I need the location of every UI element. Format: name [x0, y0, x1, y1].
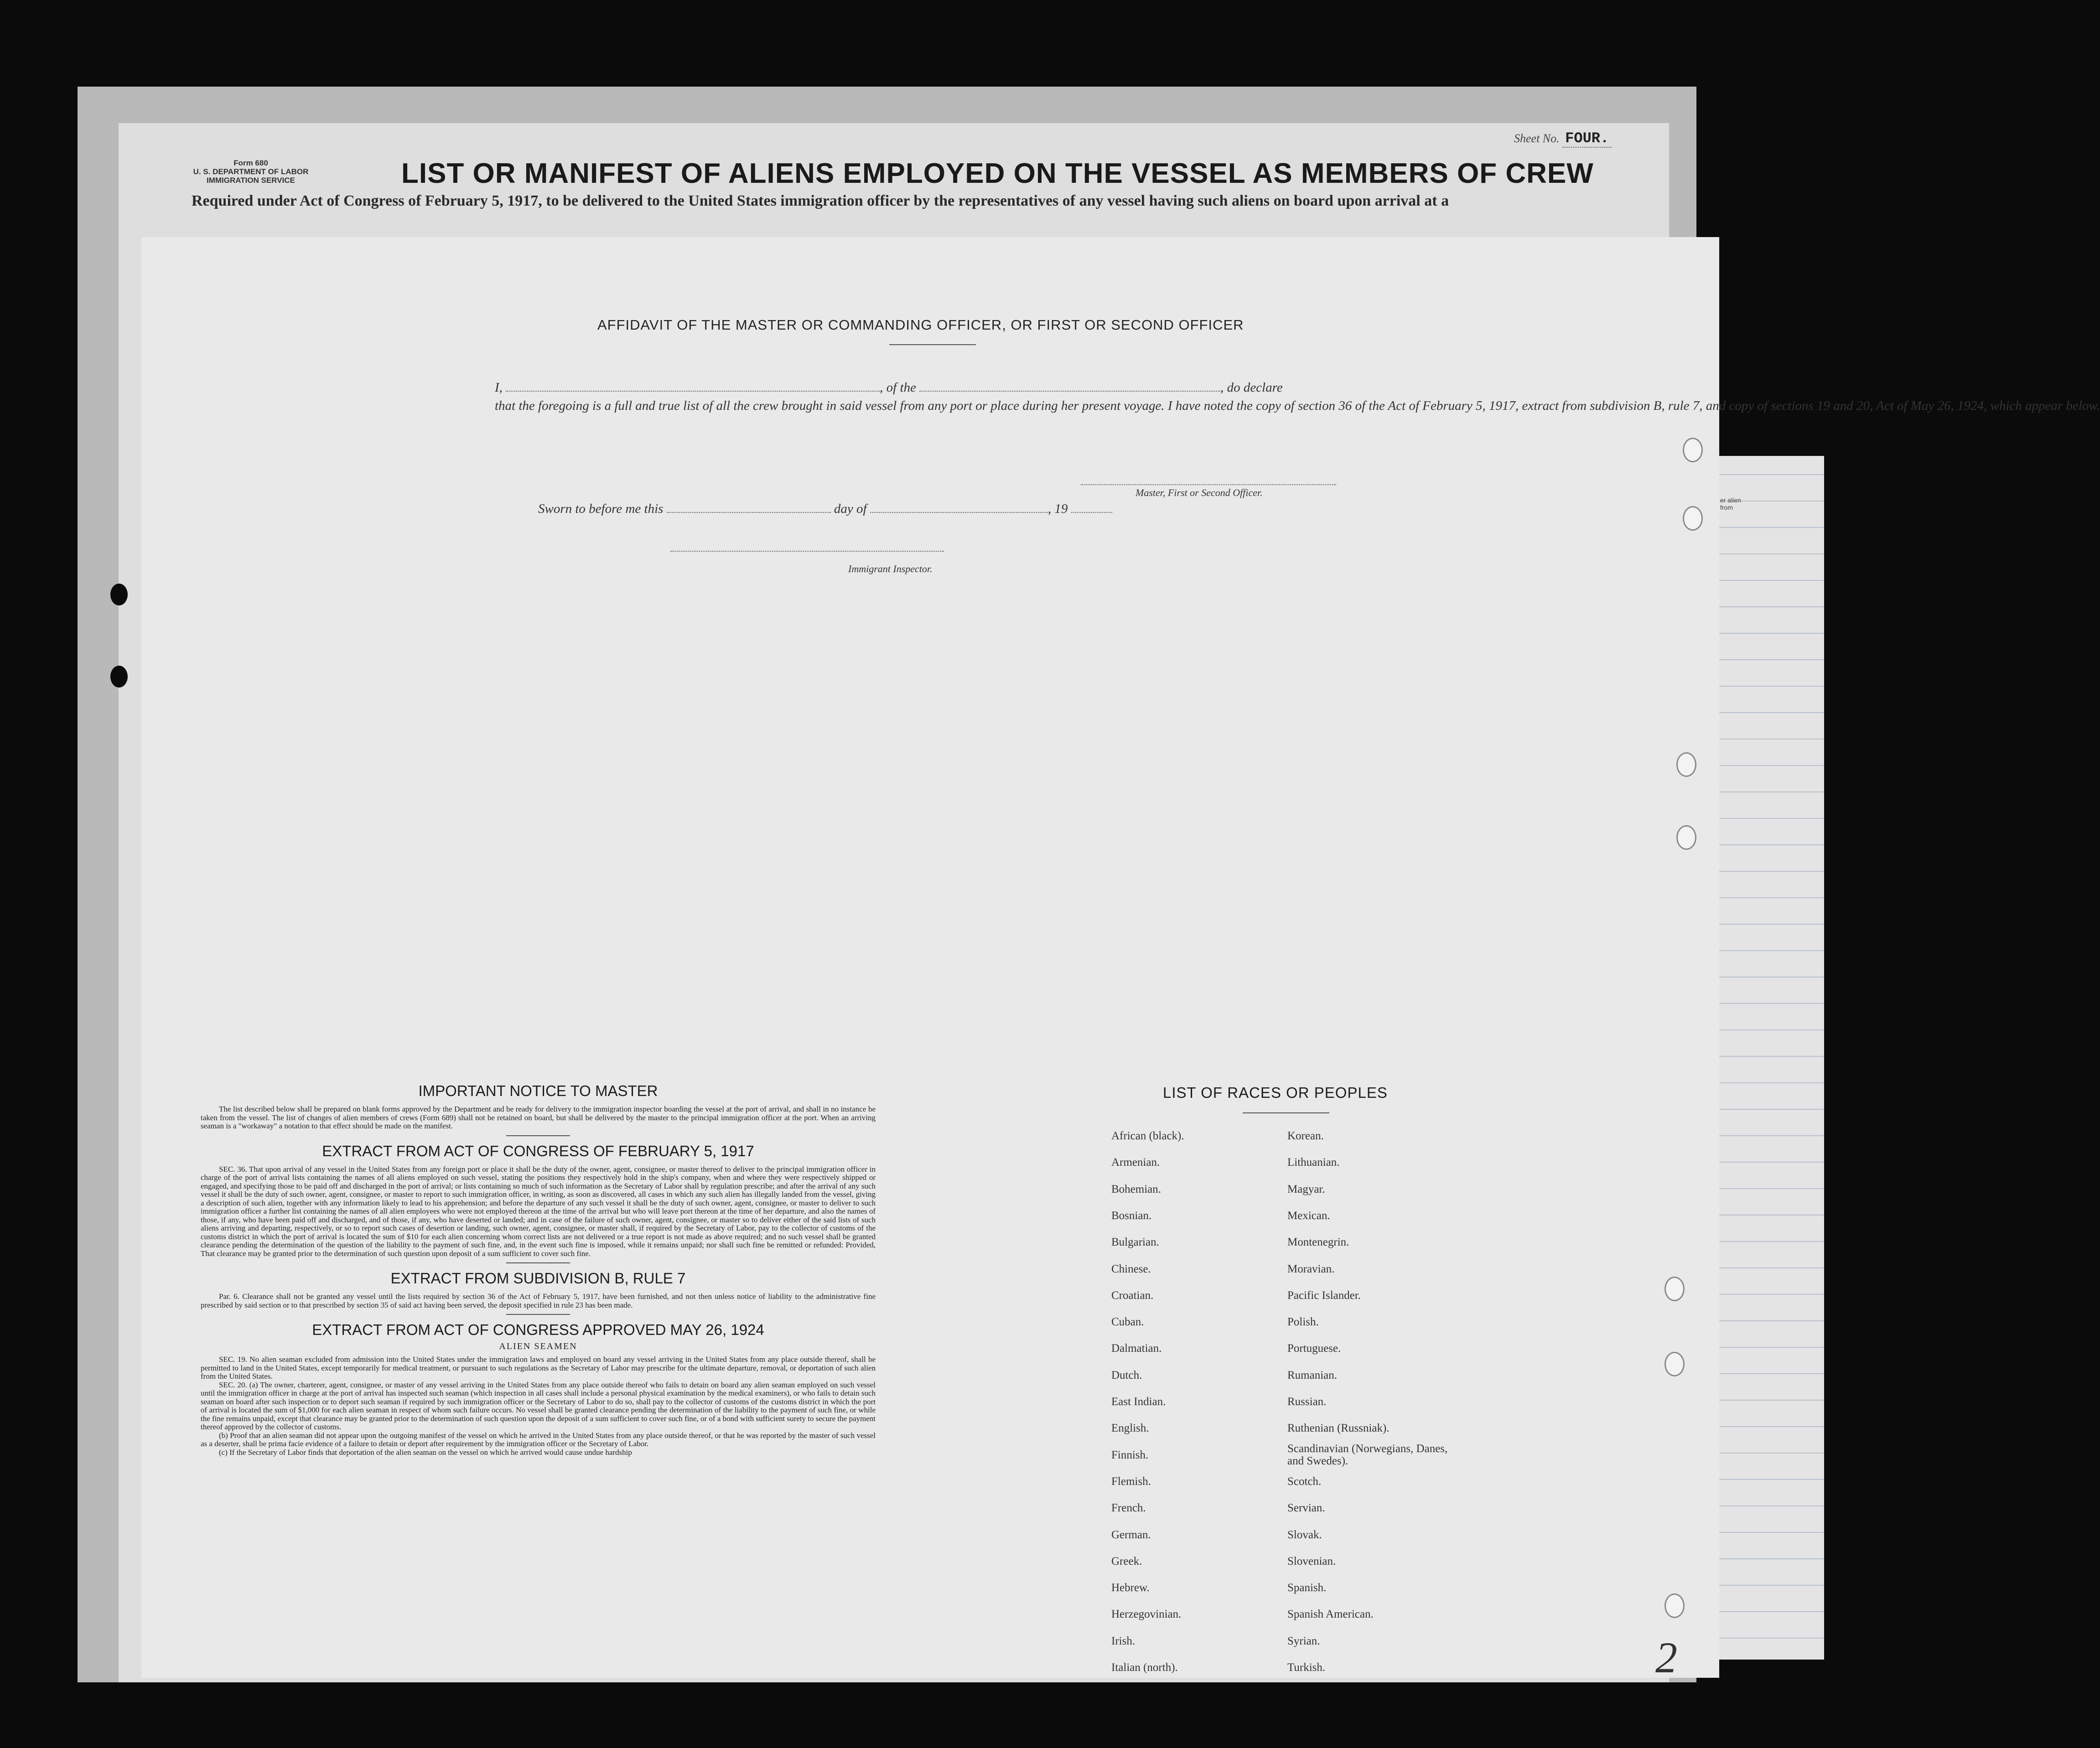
race-item: Montenegrin.: [1287, 1236, 1349, 1248]
race-item: Russian.: [1287, 1396, 1327, 1408]
race-item: Greek.: [1111, 1555, 1142, 1567]
alien-seamen-heading: ALIEN SEAMEN: [499, 1341, 577, 1351]
race-item: Herzegovinian.: [1111, 1608, 1182, 1620]
race-item: Syrian.: [1287, 1635, 1320, 1647]
race-item: Bohemian.: [1111, 1183, 1161, 1195]
vessel-blank[interactable]: [919, 389, 1220, 392]
master-signature-label: Master, First or Second Officer.: [1136, 487, 1263, 498]
race-item: German.: [1111, 1529, 1151, 1541]
sworn-year-blank[interactable]: [1071, 510, 1112, 513]
race-item: Magyar.: [1287, 1183, 1325, 1195]
sworn-year: , 19: [1047, 502, 1068, 516]
punch-hole: [1683, 506, 1703, 531]
sheet-number-label: Sheet No.: [1514, 132, 1560, 145]
race-item: Servian.: [1287, 1502, 1325, 1514]
race-item: Portuguese.: [1287, 1342, 1341, 1355]
race-item: Pacific Islander.: [1287, 1289, 1361, 1302]
section-rule: [506, 1262, 570, 1263]
punch-hole: [110, 584, 128, 605]
punch-hole: [55, 1313, 72, 1335]
extract-rule7-text: Par. 6. Clearance shall not be granted any vessel until the lists required by section 36 of the Act of February 5, 1917, have been furnished, and not then unless notice of liability to the administrative fine prescribed by said section or to that prescribed by section 35 of said act having been served, the deposit specified in rule 23 has been made.: [201, 1292, 876, 1309]
affidavit-body: [495, 378, 2100, 415]
sworn-day-blank[interactable]: [667, 510, 831, 513]
race-item: Irish.: [1111, 1635, 1136, 1647]
punch-hole: [55, 1559, 72, 1581]
form-number: Form 680: [233, 159, 268, 167]
race-item: Slovak.: [1287, 1529, 1322, 1541]
sworn-day-of: day of: [834, 502, 867, 516]
declaration-i: I,: [495, 380, 503, 395]
race-item: Bulgarian.: [1111, 1236, 1159, 1248]
form-identifier: [182, 159, 319, 185]
race-item: Chinese.: [1111, 1263, 1151, 1275]
manifest-title: LIST OR MANIFEST OF ALIENS EMPLOYED ON THE VESSEL AS MEMBERS OF CREW: [401, 158, 1594, 189]
punch-hole: [1676, 752, 1696, 777]
race-item: Slovenian.: [1287, 1555, 1336, 1567]
sheet-number-value: FOUR.: [1562, 130, 1612, 148]
race-item: Dalmatian.: [1111, 1342, 1162, 1355]
race-item: Moravian.: [1287, 1263, 1335, 1275]
master-signature-line[interactable]: [1081, 484, 1336, 485]
affidavit-title: AFFIDAVIT OF THE MASTER OR COMMANDING OFFICER, OR FIRST OR SECOND OFFICER: [597, 317, 1244, 333]
declaration-do-declare: , do declare: [1220, 380, 1283, 395]
race-item: Mexican.: [1287, 1210, 1330, 1222]
extract-1924-paragraph: (c) If the Secretary of Labor finds that deportation of the alien seaman on the vessel on which he arrived would cause undue hardship: [219, 1448, 632, 1457]
race-item: Armenian.: [1111, 1156, 1160, 1169]
race-item: Ruthenian (Russniak).: [1287, 1422, 1390, 1434]
race-item: English.: [1111, 1422, 1149, 1434]
race-item: Polish.: [1287, 1316, 1319, 1328]
punch-hole: [110, 666, 128, 688]
extract-1924-paragraph: SEC. 19. No alien seaman excluded from admission into the United States under the immigration laws and employed on board any vessel arriving in the United States from any place outside thereof, shall be permitted to land in the United States, except temporarily for medical treatment, or pursuant to such regulations as the Secretary of Labor may prescribe for the ultimate departure, removal, or deportation of such alien from the United States.: [201, 1355, 876, 1381]
extract-1924-paragraph: (b) Proof that an alien seaman did not appear upon the outgoing manifest of the vessel on which he arrived in the United States from any place outside thereof, or that he was reported by the master of such vessel as a deserter, shall be prima facie evidence of a failure to detain or deport after requirement by the immigration officer or the Secretary of Labor.: [201, 1431, 876, 1448]
race-item: Rumanian.: [1287, 1369, 1338, 1381]
race-item: Cuban.: [1111, 1316, 1144, 1328]
extract-1917-title: EXTRACT FROM ACT OF CONGRESS OF FEBRUARY 5, 1917: [322, 1142, 754, 1159]
extract-1917-text: SEC. 36. That upon arrival of any vessel in the United States from any foreign port or place it shall be the duty of the owner, agent, consignee, or master thereof to deliver to the principal immigration officer in charge of the port of arrival lists containing the names of all aliens employed on such vessel, stating the positions they respectively hold in the ship's company, when and where they were respectively shipped or engaged, and specifying those to be paid off and discharged in the port of arrival; or lists containing so much of such information as the Secretary of Labor shall by regulation prescribe; and after the arrival of any such vessel it shall be the duty of such owner, agent, consignee, or master to report to such immigration officer, in writing, as soon as discovered, all cases in which any such alien has illegally landed from the vessel, giving a description of such alien, together with any information likely to lead to his apprehension; and before the departure of any such vessel it shall be the duty of such owner, agent, consignee, or master to deliver to such immigration officer a further list containing the names of all alien employees who were not employed thereon at the time of the arrival but who will leave port thereon at the time of her departure, and also the names of those, if any, who have been paid off and discharged, and of those, if any, who have deserted or landed; and in case of the failure of such owner, agent, consignee, or master so to deliver either of the said lists of such aliens arriving and departing, respectively, or so to report such cases of desertion or landing, such owner, agent, consignee, or master shall, if required by the Secretary of Labor, pay to the collector of customs of the customs district in which the port of arrival is located the sum of $10 for each alien concerning whom correct lists are not delivered or a true report is not made as above required; and no such vessel shall be granted clearance pending the determination of the question of the liability to the payment of such fine, and, in the event such fine is imposed, while it remains unpaid; nor shall such fine be remitted or refunded: Provided, That clearance may be granted prior to the determination of such question upon deposit of a sum sufficient to cover such fine.: [201, 1164, 876, 1258]
section-rule: [506, 1314, 570, 1315]
race-item: African (black).: [1111, 1130, 1184, 1142]
title-rule: [1243, 1112, 1329, 1113]
margin-text: er alien: [1720, 496, 1741, 504]
section-rule: [506, 1135, 570, 1136]
sworn-text: Sworn to before me this: [538, 502, 664, 516]
margin-text: from: [1720, 504, 1733, 511]
extract-1924-paragraph: SEC. 20. (a) The owner, charterer, agent, consignee, or master of any vessel arriving in the United States from any place outside thereof who fails to detain on board any alien seaman employed on such vessel until the immigration officer in charge at the port of arrival has inspected such seaman (which inspection in all cases shall include a personal physical examination by the medical examiners), or who fails to detain such seaman on board after such inspection or to deport such seaman if required by such immigration officer or the Secretary of Labor to do so, shall pay to the collector of customs of the customs district in which the port of arrival is located the sum of $1,000 for each alien seaman in respect of whom such failure occurs. No vessel shall be granted clearance pending the determination of the liability to the payment of such fine, or while the fine remains unpaid, except that clearance may be granted prior to the determination of such question upon the deposit of a sum sufficient to cover such fine, or of a bond with sufficient surety to secure the payment thereof approved by the collector of customs.: [201, 1380, 876, 1431]
manifest-subtitle: Required under Act of Congress of February 5, 1917, to be delivered to the United States immigration officer by the representatives of any vessel having such aliens on board upon arrival at a: [192, 192, 1449, 209]
punch-hole: [55, 1395, 72, 1417]
notice-text: The list described below shall be prepared on blank forms approved by the Department and be ready for delivery to the immigration inspector boarding the vessel at the port of arrival, and shall in no instance be taken from the vessel. The list of changes of alien members of crews (Form 689) shall not be retained on board, but shall be delivered by the master to the principal immigration officer at the port. When an arriving seaman is a "workaway" a notation to that effect should be made on the manifest.: [201, 1105, 876, 1130]
punch-hole: [1664, 1352, 1685, 1376]
race-item: Bosnian.: [1111, 1210, 1152, 1222]
title-rule: [889, 344, 976, 345]
punch-hole: [1664, 1593, 1685, 1618]
race-item: Italian (north).: [1111, 1661, 1178, 1674]
race-item: East Indian.: [1111, 1396, 1166, 1408]
race-item: Dutch.: [1111, 1369, 1142, 1381]
punch-hole: [1683, 438, 1703, 462]
race-item: Flemish.: [1111, 1475, 1151, 1488]
declaration-line: [495, 378, 1370, 397]
sheet-number: [1514, 130, 1612, 147]
department-name: U. S. DEPARTMENT OF LABOR: [193, 167, 309, 176]
race-item: Spanish American.: [1287, 1608, 1374, 1620]
race-item: Scandinavian (Norwegians, Danes, and Swedes).: [1287, 1443, 1448, 1467]
punch-hole: [1664, 1277, 1685, 1301]
sworn-line: [538, 502, 1112, 517]
declaration-text: that the foregoing is a full and true list of all the crew brought in said vessel from any port or place during her present voyage. I have noted the copy of section 36 of the Act of February 5, 1917, extract from subdivision B, rule 7, and copy of sections 19 and 20, Act of May 26, 1924, which appear below.: [495, 398, 2100, 413]
sworn-month-blank[interactable]: [870, 510, 1048, 513]
extract-1924-title: EXTRACT FROM ACT OF CONGRESS APPROVED MAY 26, 1924: [312, 1321, 764, 1338]
notice-column: [201, 1076, 876, 1457]
race-item: Scotch.: [1287, 1475, 1322, 1488]
race-item: Hebrew.: [1111, 1582, 1150, 1594]
race-item: Croatian.: [1111, 1289, 1154, 1302]
race-item: Korean.: [1287, 1130, 1324, 1142]
race-item: Finnish.: [1111, 1449, 1149, 1461]
race-item: Turkish.: [1287, 1661, 1326, 1674]
race-item: Lithuanian.: [1287, 1156, 1340, 1169]
races-title: LIST OF RACES OR PEOPLES: [1163, 1084, 1388, 1101]
punch-hole: [55, 1477, 72, 1499]
inspector-signature-line[interactable]: [670, 551, 944, 552]
service-name: IMMIGRATION SERVICE: [207, 176, 295, 185]
declaration-of-the: , of the: [880, 380, 916, 395]
inspector-label: Immigrant Inspector.: [848, 563, 933, 574]
name-blank[interactable]: [506, 389, 880, 392]
punch-hole: [1676, 825, 1696, 850]
extract-rule7-title: EXTRACT FROM SUBDIVISION B, RULE 7: [390, 1270, 686, 1287]
race-item: French.: [1111, 1502, 1146, 1514]
notice-title: IMPORTANT NOTICE TO MASTER: [418, 1082, 658, 1099]
handwritten-number: 2: [1655, 1633, 1677, 1682]
race-item: Spanish.: [1287, 1582, 1327, 1594]
